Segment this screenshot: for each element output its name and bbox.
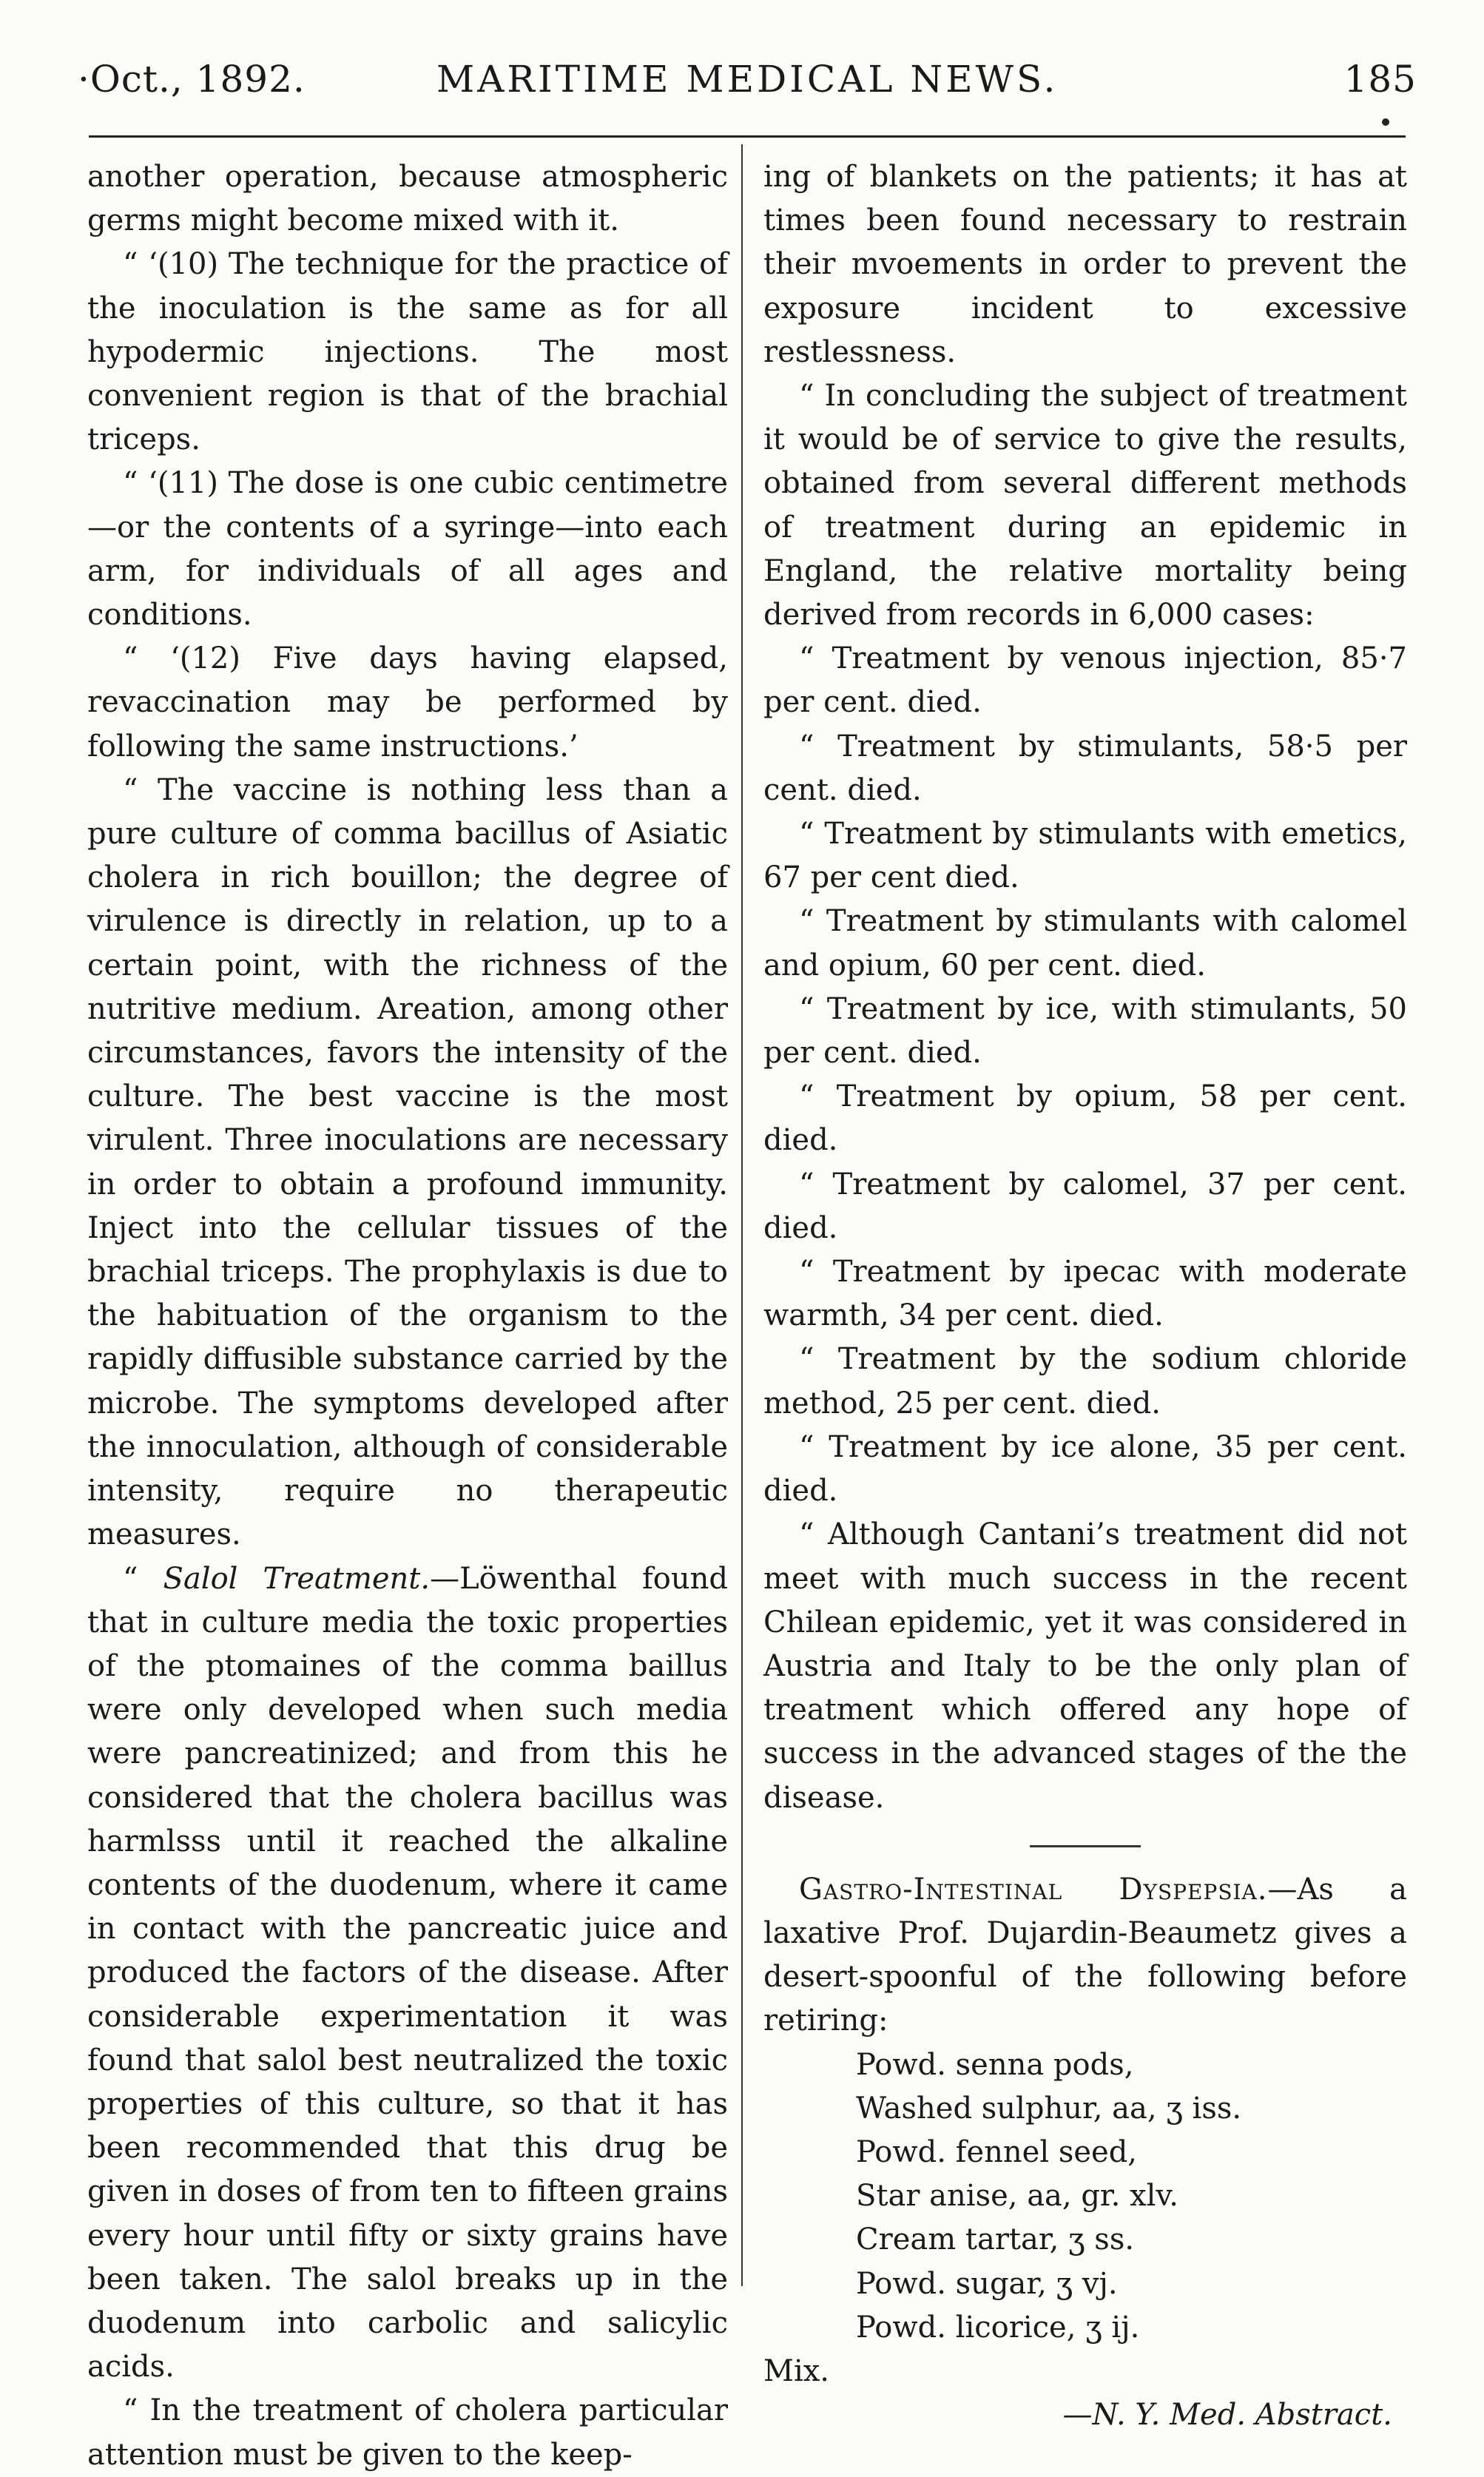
paragraph: another operation, because atmospheric germs might become mixed with it. [87, 160, 728, 238]
treatment-result: “ Treatment by opium, 58 per cent. died. [763, 1079, 1407, 1158]
prescription-line: Powd. licorice, ʒ ij. [856, 2310, 1140, 2345]
treatment-result: “ Treatment by ipecac with moderate warmth, 34 per cent. died. [763, 1255, 1407, 1333]
paragraph: “ ‘(12) Five days having elapsed, revaccination may be performed by following the same instructions.’ [87, 641, 728, 764]
section-separator [1030, 1845, 1141, 1847]
header-rule [89, 135, 1406, 138]
page-number: 185 [1343, 58, 1417, 101]
source-citation: —N. Y. Med. Abstract. [1062, 2398, 1392, 2433]
prescription-line: Powd. fennel seed, [856, 2134, 1138, 2169]
page-header [78, 58, 1417, 117]
treatment-result: “ Treatment by the sodium chloride method, 25 per cent. died. [763, 1342, 1407, 1421]
section-heading: Gastro-Intestinal Dyspepsia. [799, 1872, 1268, 1907]
right-column [763, 155, 1407, 2437]
paragraph: ing of blankets on the patients; it has at times been found necessary to restrain their mvoements in order to prevent the exposure incident to excessive restlessness. [763, 160, 1407, 369]
paragraph-body: —As a laxative Prof. Dujardin-Beaumetz gives a desert-spoonful of the following before retiring: [763, 1872, 1407, 2038]
paragraph: “ ‘(10) The technique for the practice of the inoculation is the same as for all hypodermic injections. The most convenient region is that of the brachial triceps. [87, 247, 728, 457]
treatment-result: “ Treatment by stimulants with emetics, 67 per cent died. [763, 817, 1407, 895]
paragraph-body: —Löwenthal found that in culture media the toxic properties of the ptomaines of the comma baillus were only developed when such media were pancreatinized; and from this he considered that the cholera bacillus was harmlsss until it reached the alkaline contents of the duodenum, where it came in contact with the pancreatic juice and produced the factors of the disease. After considerable experimentation it was found that salol best neutralized the toxic properties of this culture, so that it has been recommended that this drug be given in doses of from ten to fifteen grains every hour until fifty or sixty grains have been taken. The salol breaks up in the duodenum into carbolic and salicylic acids. [87, 1561, 729, 2385]
treatment-result: “ Treatment by ice alone, 35 per cent. died. [763, 1429, 1407, 1509]
journal-title: MARITIME MEDICAL NEWS. [436, 58, 1059, 101]
paragraph: “ The vaccine is nothing less than a pure culture of comma bacillus of Asiatic cholera in rich bouillon; the degree of virulence is directly in relation, up to a certain point, with the richness of the nutritive medium. Areation, among other circumstances, favors the intensity of the culture. The best vaccine is the most virulent. Three inoculations are necessary in order to obtain a profound immunity. Inject into the cellular tissues of the brachial triceps. The prophylaxis is due to the habituation of the organism to the rapidly diffusible substance carried by the microbe. The symptoms developed after the innoculation, although of considerable intensity, require no therapeutic measures. [87, 772, 728, 1552]
column-divider [741, 144, 743, 2286]
treatment-result: “ Treatment by calomel, 37 per cent. died. [763, 1167, 1407, 1245]
paragraph: “ ‘(11) The dose is one cubic centimetre—or the contents of a syringe—into each arm, for individuals of all ages and conditions. [87, 466, 728, 633]
paragraph [763, 1868, 1407, 2043]
prescription [856, 2043, 1407, 2350]
treatment-result: “ Treatment by venous injection, 85·7 per cent. died. [763, 641, 1407, 720]
paragraph [87, 1557, 728, 2390]
prescription-line: Cream tartar, ʒ ss. [856, 2222, 1135, 2257]
prescription-line: Washed sulphur, aa, ʒ iss. [856, 2091, 1242, 2126]
left-column [87, 155, 728, 2477]
prescription-line: Star anise, aa, gr. xlv. [856, 2179, 1178, 2214]
quote-mark: “ [123, 1561, 163, 1596]
paragraph: “ Although Cantani’s treatment did not meet with much success in the recent Chilean epidemic, yet it was considered in Austria and Italy to be the only plan of treatment which offered any hope of success in the advanced stages of the the disease. [763, 1517, 1407, 1815]
treatment-result: “ Treatment by stimulants with calomel and opium, 60 per cent. died. [763, 904, 1407, 983]
prescription-line: Powd. senna pods, [856, 2047, 1134, 2082]
ink-dot [1382, 118, 1389, 126]
treatment-result: “ Treatment by stimulants, 58·5 per cent. died. [763, 729, 1407, 807]
issue-date: ·Oct., 1892. [78, 58, 306, 101]
mix-instruction: Mix. [763, 2353, 830, 2388]
paragraph: “ In concluding the subject of treatment it would be of service to give the results, obtained from several different methods of treatment during an epidemic in England, the relative mortality being derived from records in 6,000 cases: [763, 379, 1407, 633]
section-title: Salol Treatment. [163, 1561, 431, 1596]
prescription-line: Powd. sugar, ʒ vj. [856, 2266, 1118, 2301]
paragraph: “ In the treatment of cholera particular attention must be given to the keep- [87, 2393, 728, 2472]
treatment-result: “ Treatment by ice, with stimulants, 50 per cent. died. [763, 991, 1407, 1071]
